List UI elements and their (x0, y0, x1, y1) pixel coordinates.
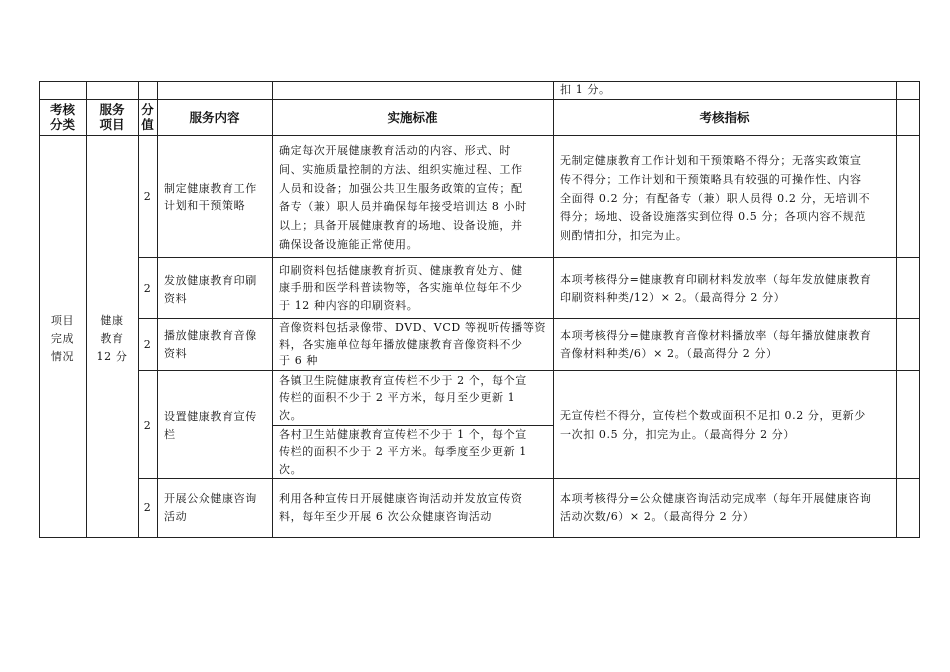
row5-score: 2 (143, 501, 152, 514)
row4-content: 设置健康教育宣传 栏 (164, 410, 257, 441)
project-cell: 健康 教育 12 分 (96, 314, 128, 363)
row4-standard-village: 各村卫生站健康教育宣传栏不少于 1 个，每个宣 传栏的面积不少于 2 平方米。每季度至少更新 1 次。 (279, 428, 527, 476)
rule-header-top (39, 99, 919, 100)
row2-content: 发放健康教育印刷 资料 (164, 274, 257, 305)
header-content: 服务内容 (189, 110, 240, 125)
row3-indicator: 本项考核得分=健康教育音像材料播放率（每年播放健康教育 音像材料种类/6）× 2。（最高得分 2 分） (560, 329, 872, 360)
rule-header-bottom (39, 135, 919, 136)
row5-standard: 利用各种宣传日开展健康咨询活动并发放宣传资 料，每年至少开展 6 次公众健康咨询活动 (279, 492, 523, 523)
col-line-3 (157, 81, 158, 538)
row3-score: 2 (143, 338, 152, 351)
row1-indicator: 无制定健康教育工作计划和干预策略不得分；无落实政策宣 传不得分；工作计划和干预策略具有较强的可操作性、内容 全面得 0.2 分；有配备专（兼）职人员得 0.2 分，无培训不 得分；场地、设备设施落实到位得 0.5 分；各项内容不规范 则酌情扣分，扣完为止。 (560, 154, 871, 243)
row4-score: 2 (143, 419, 152, 432)
row1-score: 2 (143, 190, 152, 203)
row2-score: 2 (143, 282, 152, 295)
col-line-0 (39, 81, 40, 538)
col-line-4 (272, 81, 273, 538)
row3-content: 播放健康教育音像 资料 (164, 329, 257, 360)
header-score: 分 值 (141, 102, 154, 132)
col-line-7 (919, 81, 920, 538)
header-project: 服务 项目 (99, 102, 125, 132)
col-line-6 (896, 81, 897, 538)
row5-indicator: 本项考核得分=公众健康咨询活动完成率（每年开展健康咨询 活动次数/6）× 2。（最高得分 2 分） (560, 492, 872, 523)
row1-content: 制定健康教育工作 计划和干预策略 (164, 182, 257, 212)
header-standard: 实施标准 (387, 110, 438, 125)
row3-standard: 音像资料包括录像带、DVD、VCD 等视听传播等资 料，各实施单位每年播放健康教育音像资料不少 于 6 种 (279, 321, 547, 367)
header-indicator: 考核指标 (699, 110, 750, 125)
row4-standard-township: 各镇卫生院健康教育宣传栏不少于 2 个，每个宣 传栏的面积不少于 2 平方米，每月至少更新 1 次。 (279, 374, 527, 422)
row2-indicator: 本项考核得分=健康教育印刷材料发放率（每年发放健康教育 印刷资料种类/12）× 2。（最高得分 2 分） (560, 273, 872, 304)
category-cell: 项目 完成 情况 (50, 314, 75, 363)
row1-standard: 确定每次开展健康教育活动的内容、形式、时 间、实施质量控制的方法、组织实施过程、工作 人员和设备；加强公共卫生服务政策的宣传；配 备专（兼）职人员并确保每年接受培训达 8 小时 以上；具备开展健康教育的场地、设备设施，并 确保设备设施能正常使用。 (279, 144, 527, 251)
rule-top (39, 81, 919, 82)
rule-row2-bottom (138, 318, 919, 319)
rule-bottom (39, 537, 919, 538)
rule-row3-bottom (138, 370, 919, 371)
header-category: 考核 分类 (49, 102, 75, 132)
row2-standard: 印刷资料包括健康教育折页、健康教育处方、健 康手册和医学科普读物等，各实施单位每年不少 于 12 种内容的印刷资料。 (279, 264, 523, 312)
rule-row1-bottom (138, 257, 919, 258)
continuation-text: 扣 1 分。 (560, 83, 611, 96)
col-line-5 (553, 81, 554, 538)
col-line-1 (86, 81, 87, 538)
col-line-2 (138, 81, 139, 538)
row4-indicator: 无宣传栏不得分，宣传栏个数或面积不足扣 0.2 分，更新少 一次扣 0.5 分，扣完为止。（最高得分 2 分） (560, 409, 866, 441)
row5-content: 开展公众健康咨询 活动 (164, 492, 257, 523)
rule-row4-bottom (138, 478, 919, 479)
